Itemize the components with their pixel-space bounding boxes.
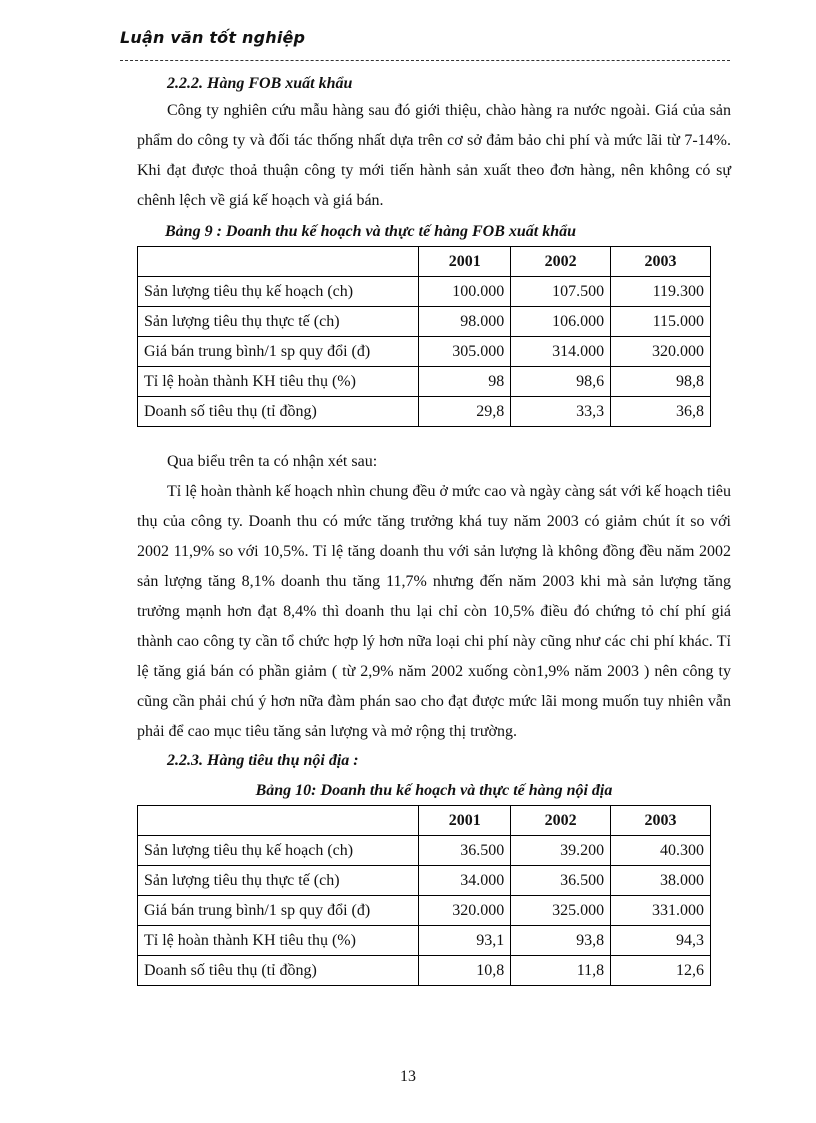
table10-header-cell: 2003 [611,806,711,836]
header-divider [120,60,730,61]
table-cell-label: Sản lượng tiêu thụ thực tế (ch) [138,307,419,337]
table-cell: 36.500 [419,836,511,866]
table10-header-cell [138,806,419,836]
section-heading-domestic: 2.2.3. Hàng tiêu thụ nội địa : [167,752,359,769]
table10-caption: Bảng 10: Doanh thu kế hoạch và thực tế hàng nội địa [255,782,613,799]
table-cell: 98,6 [511,367,611,397]
table-row [138,367,711,397]
table-cell: 94,3 [611,926,711,956]
table-cell: 38.000 [611,866,711,896]
table-cell-label: Sản lượng tiêu thụ thực tế (ch) [138,866,419,896]
table-cell-label: Tỉ lệ hoàn thành KH tiêu thụ (%) [138,367,419,397]
table-cell-label: Doanh số tiêu thụ (tỉ đồng) [138,956,419,986]
table-cell-label: Giá bán trung bình/1 sp quy đổi (đ) [138,896,419,926]
running-header: Luận văn tốt nghiệp [120,28,306,47]
table-row [138,836,711,866]
table-cell: 11,8 [511,956,611,986]
table9-header-cell: 2003 [611,247,711,277]
table-row [138,866,711,896]
paragraph-fob: Công ty nghiên cứu mẫu hàng sau đó giới thiệu, chào hàng ra nước ngoài. Giá của sản phẩm do công ty và đối tác thống nhất dựa trên cơ sở đảm bảo chi phí và mức lãi từ 7-14%. Khi đạt được thoả thuận công ty mới tiến hành sản xuất theo đơn hàng, nên không có sự chênh lệch về giá kế hoạch và giá bán. [137,102,731,209]
table-cell: 29,8 [419,397,511,427]
table-cell-label: Giá bán trung bình/1 sp quy đổi (đ) [138,337,419,367]
table-cell: 98 [419,367,511,397]
page-body [137,72,731,986]
table-cell: 314.000 [511,337,611,367]
table-cell: 100.000 [419,277,511,307]
table-cell: 305.000 [419,337,511,367]
table9-header-cell: 2001 [419,247,511,277]
table-row [138,896,711,926]
table-cell: 320.000 [611,337,711,367]
table-row [138,277,711,307]
table10-header-row [138,806,711,836]
table-cell: 36.500 [511,866,611,896]
table-cell: 115.000 [611,307,711,337]
table-cell: 34.000 [419,866,511,896]
table-row [138,337,711,367]
table-cell: 325.000 [511,896,611,926]
table9-header-cell [138,247,419,277]
section-heading-fob: 2.2.2. Hàng FOB xuất khẩu [167,75,353,92]
table-cell-label: Sản lượng tiêu thụ kế hoạch (ch) [138,277,419,307]
table-cell: 33,3 [511,397,611,427]
table-cell: 106.000 [511,307,611,337]
table-cell: 98,8 [611,367,711,397]
table-cell: 40.300 [611,836,711,866]
table-cell-label: Tỉ lệ hoàn thành KH tiêu thụ (%) [138,926,419,956]
table9-header-cell: 2002 [511,247,611,277]
table-row [138,307,711,337]
table-row [138,397,711,427]
table10-header-cell: 2002 [511,806,611,836]
table-cell: 107.500 [511,277,611,307]
table-row [138,956,711,986]
table10-header-cell: 2001 [419,806,511,836]
table-cell: 39.200 [511,836,611,866]
table-cell-label: Doanh số tiêu thụ (tỉ đồng) [138,397,419,427]
analysis-paragraph: Tỉ lệ hoàn thành kế hoạch nhìn chung đều ở mức cao và ngày càng sát với kế hoạch tiêu thụ của công ty. Doanh thu có mức tăng trưởng khá tuy năm 2003 có giảm chút ít so với 2002 11,9% so với 10,5%. Tỉ lệ tăng doanh thu với sản lượng là không đồng đều năm 2002 sản lượng tăng 8,1% doanh thu tăng 11,7% nhưng đến năm 2003 khi mà sản lượng tăng trưởng mạnh hơn đạt 8,4% thì doanh thu lại chỉ còn 10,5% điều đó chứng tỏ chí phí giá thành cao công ty cần tổ chức hợp lý hơn nữa loại chi phí này cũng như các chi phí khác. Tỉ lệ tăng giá bán có phần giảm ( từ 2,9% năm 2002 xuống còn1,9% năm 2003 ) nên công ty cũng cần phải chú ý hơn nữa đàm phán sao cho đạt được mức lãi mong muốn tuy nhiên vẫn phải để cao mục tiêu tăng sản lượng và mở rộng thị trường. [137,483,731,740]
table9-header-row [138,247,711,277]
table-cell: 36,8 [611,397,711,427]
table-cell: 331.000 [611,896,711,926]
table-cell: 10,8 [419,956,511,986]
table-cell: 320.000 [419,896,511,926]
table-cell: 93,1 [419,926,511,956]
page-number: 13 [400,1068,416,1085]
table-cell-label: Sản lượng tiêu thụ kế hoạch (ch) [138,836,419,866]
table-cell: 12,6 [611,956,711,986]
table-row [138,926,711,956]
analysis-intro: Qua biểu trên ta có nhận xét sau: [167,453,378,470]
table-cell: 119.300 [611,277,711,307]
table-cell: 98.000 [419,307,511,337]
table-cell: 93,8 [511,926,611,956]
table10 [137,805,711,986]
table9-caption: Bảng 9 : Doanh thu kế hoạch và thực tế hàng FOB xuất khẩu [165,223,577,240]
table9 [137,246,711,427]
